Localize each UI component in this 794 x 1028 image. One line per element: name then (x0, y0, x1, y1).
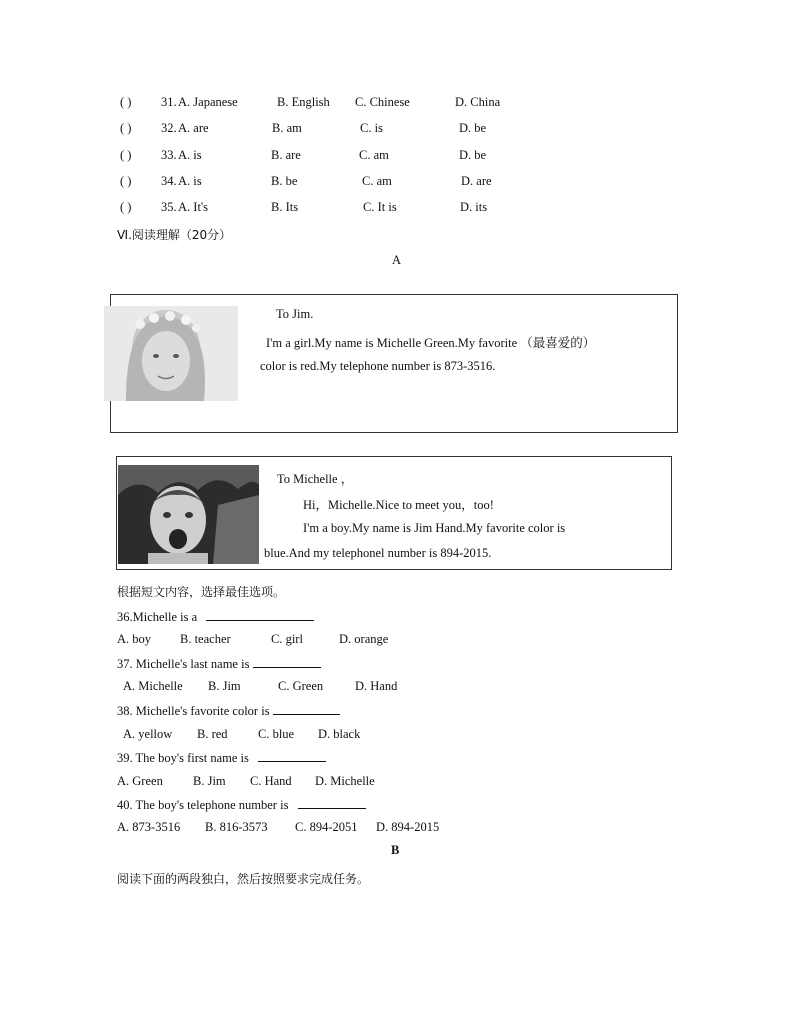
question-number: 32. (161, 121, 177, 135)
letter2-line1: Hi，Michelle.Nice to meet you，too! (303, 498, 494, 512)
option-a: A. Japanese (178, 95, 238, 109)
letter1-line1: I'm a girl.My name is Michelle Green.My favorite （最喜爱的） (266, 336, 596, 350)
option-c: C. Chinese (355, 95, 410, 109)
option-c: C. is (360, 121, 383, 135)
option-a: A. yellow (123, 727, 173, 741)
girl-portrait-image (104, 306, 238, 401)
letter2-line2: I'm a boy.My name is Jim Hand.My favorite color is (303, 521, 566, 535)
part-b-heading: B (391, 843, 400, 857)
option-c: C. girl (271, 632, 303, 646)
option-d: D. its (460, 200, 488, 214)
option-b: B. Jim (208, 679, 241, 693)
answer-blank[interactable] (258, 750, 326, 762)
option-a: A. boy (117, 632, 152, 646)
boy-photo (118, 465, 259, 564)
option-b: B. are (271, 148, 301, 162)
option-d: D. orange (339, 632, 389, 646)
option-c: C. It is (363, 200, 397, 214)
question-stem: 38. Michelle's favorite color is (117, 704, 270, 718)
option-d: D. black (318, 727, 361, 741)
option-a: A. is (178, 174, 202, 188)
letter1-greeting: To Jim. (276, 307, 314, 321)
question-number: 33. (161, 148, 177, 162)
option-d: D. Hand (355, 679, 398, 693)
option-c: C. 894-2051 (295, 820, 358, 834)
answer-blank[interactable] (253, 656, 321, 668)
answer-blank[interactable] (298, 797, 366, 809)
option-b: B. red (197, 727, 228, 741)
option-a: A. 873-3516 (117, 820, 181, 834)
letter2-line3: blue.And my telephonel number is 894-2015. (264, 546, 492, 560)
option-d: D. 894-2015 (376, 820, 440, 834)
question-40 (117, 797, 366, 813)
question-number: 34. (161, 174, 177, 188)
question-37 (117, 656, 321, 672)
question-stem: 39. The boy's first name is (117, 751, 249, 765)
instruction-text: 根据短文内容，选择最佳选项。 (117, 585, 286, 599)
option-d: D. be (459, 121, 487, 135)
answer-paren: ( ) (120, 95, 132, 109)
letter1-line2: color is red.My telephone number is 873-3516. (260, 359, 496, 373)
option-a: A. It's (178, 200, 209, 214)
option-c: C. blue (258, 727, 295, 741)
part-a-heading: A (392, 253, 402, 267)
question-36 (117, 609, 314, 625)
instruction-b-text: 阅读下面的两段独白，然后按照要求完成任务。 (117, 872, 370, 886)
question-number: 35. (161, 200, 177, 214)
option-a: A. Green (117, 774, 163, 788)
answer-paren: ( ) (120, 121, 132, 135)
option-b: B. Jim (193, 774, 226, 788)
answer-blank[interactable] (206, 609, 314, 621)
option-d: D. be (459, 148, 487, 162)
option-a: A. Michelle (123, 679, 183, 693)
option-d: D. Michelle (315, 774, 375, 788)
section-title: Ⅵ.阅读理解（20分） (117, 228, 232, 242)
answer-blank[interactable] (273, 703, 340, 715)
question-39 (117, 750, 326, 766)
question-stem: 36.Michelle is a (117, 610, 198, 624)
answer-paren: ( ) (120, 174, 132, 188)
question-number: 31. (161, 95, 177, 109)
option-b: B. am (272, 121, 302, 135)
option-c: C. am (362, 174, 392, 188)
option-a: A. is (178, 148, 202, 162)
boy-portrait-image (118, 465, 259, 564)
answer-paren: ( ) (120, 148, 132, 162)
option-c: C. am (359, 148, 389, 162)
question-stem: 40. The boy's telephone number is (117, 798, 289, 812)
option-d: D. are (461, 174, 492, 188)
option-b: B. 816-3573 (205, 820, 268, 834)
option-d: D. China (455, 95, 501, 109)
option-b: B. Its (271, 200, 299, 214)
option-c: C. Hand (250, 774, 292, 788)
option-b: B. English (277, 95, 330, 109)
answer-paren: ( ) (120, 200, 132, 214)
option-b: B. be (271, 174, 298, 188)
question-stem: 37. Michelle's last name is (117, 657, 250, 671)
letter2-greeting: To Michelle ， (277, 472, 354, 486)
option-b: B. teacher (180, 632, 231, 646)
option-c: C. Green (278, 679, 324, 693)
option-a: A. are (178, 121, 209, 135)
question-38 (117, 703, 340, 719)
girl-photo (104, 306, 238, 401)
